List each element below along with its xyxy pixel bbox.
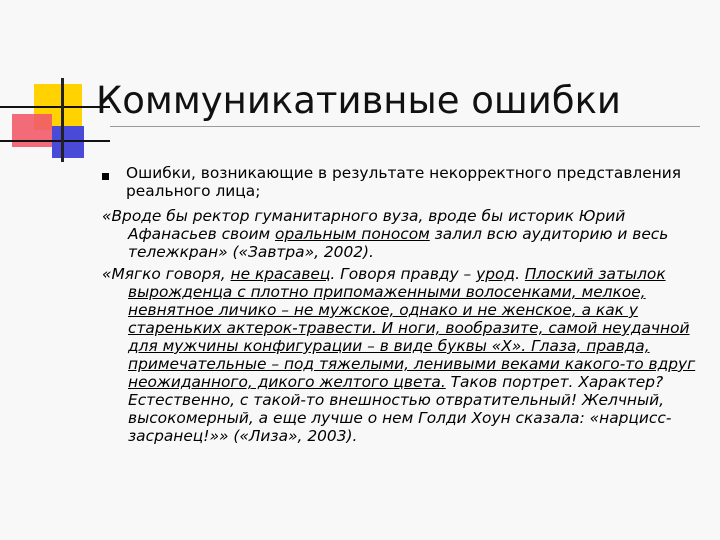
underlined-passage: Плоский затылок вырожденца с плотно припомаженными волосенками, мелкое, невнятное личико – не мужское, однако и не женское, а как у стареньких актерок-травести. И ноги, вообразите, самой неудачной для мужчины конфигурации – в виде буквы «Х». Глаза, правда, примечательные – под тяжелыми, ленивыми веками какого-то вдруг неожиданного, дикого желтого цвета. [128,265,696,391]
decor-blue-square [52,126,84,158]
bullet-item [100,164,705,200]
quote-text: . [515,265,525,283]
underlined-phrase: урод [476,265,516,283]
quote-paragraph-1 [100,207,705,261]
quote-text: «Мягко говоря, [102,265,231,283]
quote-paragraph-2 [100,265,705,445]
quote-text: . Говоря правду – [330,265,477,283]
slide-body [100,164,705,449]
underlined-phrase: оральным поносом [275,225,430,243]
decor-line-bottom [0,140,110,142]
quote-text: «Вроде бы ректор гуманитарного вуза, вроде бы историк Юрий Афанасьев своим [102,207,626,243]
decor-vertical-line [61,78,64,162]
title-underline [110,126,700,127]
decor-line-top [0,106,110,108]
slide-title: Коммуникативные ошибки [96,79,621,122]
decor-red-square [12,114,52,147]
square-bullet-icon [102,173,109,180]
bullet-text: Ошибки, возникающие в результате некорректного представления реального лица; [126,164,682,200]
quote-text: залил всю аудиторию и весь тележкран» («Завтра», 2002). [128,225,669,261]
quote-text: Таков портрет. Характер? Естественно, с такой-то внешностью отвратительный! Желчный, высокомерный, а еще лучше о нем Голди Хоун сказала: «нарцисс-засранец!»» («Лиза», 2003). [128,373,672,445]
underlined-phrase: не красавец [230,265,331,283]
